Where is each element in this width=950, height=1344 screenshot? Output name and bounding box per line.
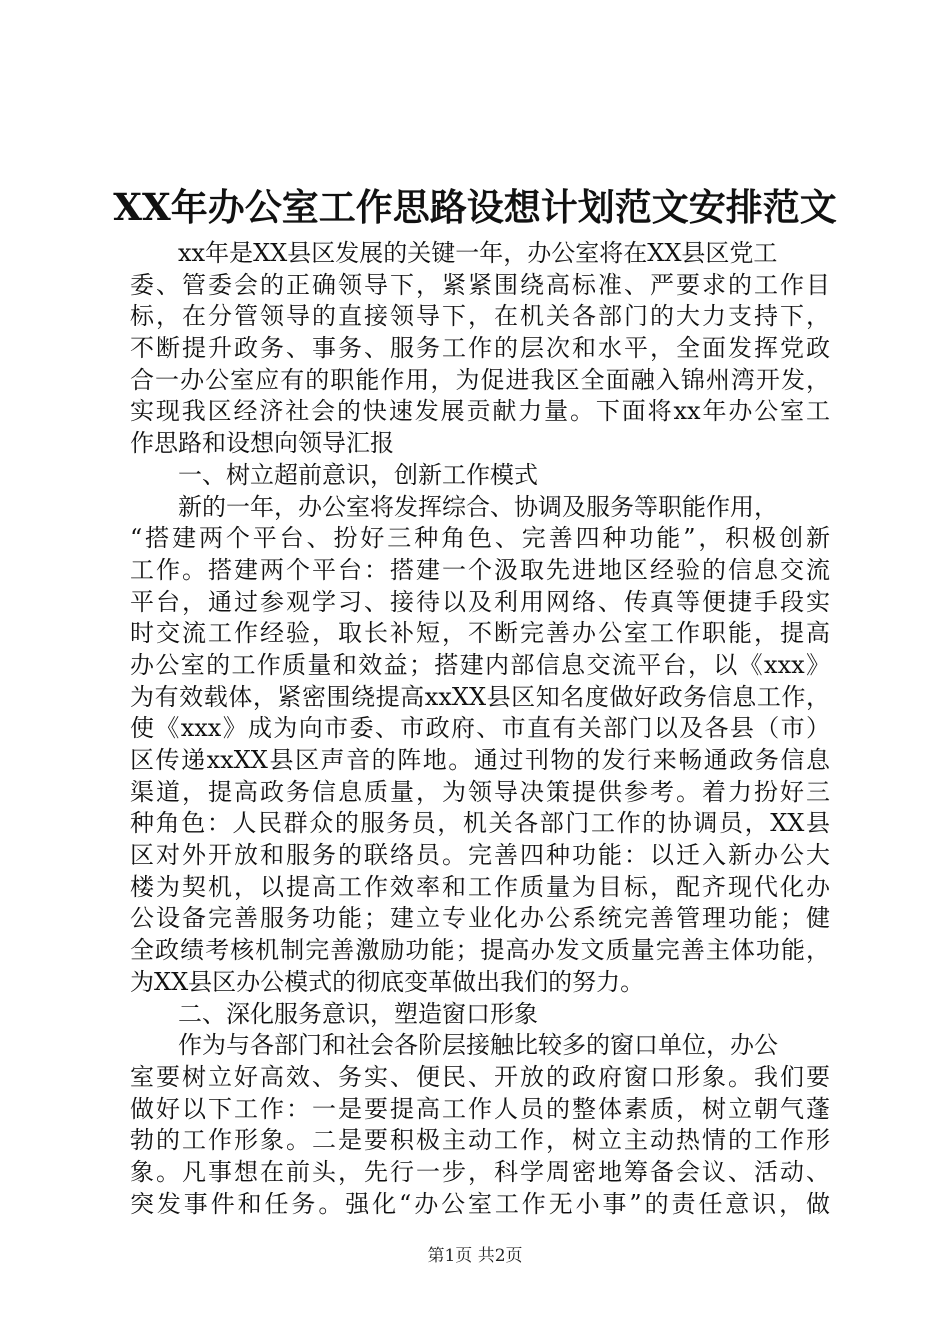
body-line: 实现我区经济社会的快速发展贡献力量。下面将xx年办公室工 <box>130 397 830 426</box>
body-line: 作思路和设想向领导汇报 <box>130 429 394 458</box>
body-line: 作为与各部门和社会各阶层接触比较多的窗口单位，办公 <box>178 1031 778 1060</box>
body-line: 公设备完善服务功能；建立专业化办公系统完善管理功能；健 <box>130 904 830 933</box>
body-line: 楼为契机，以提高工作效率和工作质量为目标，配齐现代化办 <box>130 872 830 901</box>
body-line: “搭建两个平台、扮好三种角色、完善四种功能”，积极创新 <box>130 524 830 553</box>
body-line: 渠道，提高政务信息质量，为领导决策提供参考。着力扮好三 <box>130 777 830 806</box>
body-line: 使《xxx》成为向市委、市政府、市直有关部门以及各县（市） <box>130 714 830 743</box>
body-line: 勃的工作形象。二是要积极主动工作，树立主动热情的工作形 <box>130 1126 830 1155</box>
body-line: xx年是XX县区发展的关键一年，办公室将在XX县区党工 <box>178 239 778 267</box>
body-line: 象。凡事想在前头，先行一步，科学周密地筹备会议、活动、 <box>130 1157 830 1186</box>
body-line: 不断提升政务、事务、服务工作的层次和水平，全面发挥党政 <box>130 334 830 363</box>
body-line: 区传递xxXX县区声音的阵地。通过刊物的发行来畅通政务信息 <box>130 746 830 774</box>
body-line: 区对外开放和服务的联络员。完善四种功能：以迁入新办公大 <box>130 841 830 870</box>
body-line: 工作。搭建两个平台：搭建一个汲取先进地区经验的信息交流 <box>130 555 830 584</box>
section-heading-1: 一、树立超前意识，创新工作模式 <box>178 460 538 489</box>
section-heading-2: 二、深化服务意识，塑造窗口形象 <box>178 999 538 1028</box>
body-line: 做好以下工作：一是要提高工作人员的整体素质，树立朝气蓬 <box>130 1094 830 1123</box>
body-line: 全政绩考核机制完善激励功能；提高办发文质量完善主体功能， <box>130 936 830 965</box>
page-footer: 第1页 共2页 <box>427 1246 523 1266</box>
body-line: 室要树立好高效、务实、便民、开放的政府窗口形象。我们要 <box>130 1062 830 1091</box>
body-line: 合一办公室应有的职能作用，为促进我区全面融入锦州湾开发， <box>130 365 830 394</box>
body-line: 为XX县区办公模式的彻底变革做出我们的努力。 <box>130 967 645 996</box>
body-line: 突发事件和任务。强化“办公室工作无小事”的责任意识，做 <box>130 1189 830 1218</box>
document-body <box>130 238 830 1220</box>
document-title: XX年办公室工作思路设想计划范文安排范文 <box>113 185 837 229</box>
body-line: 委、管委会的正确领导下，紧紧围绕高标准、严要求的工作目 <box>130 270 830 299</box>
body-line: 平台，通过参观学习、接待以及利用网络、传真等便捷手段实 <box>130 587 830 616</box>
body-line: 为有效载体，紧密围绕提高xxXX县区知名度做好政务信息工作， <box>130 682 830 711</box>
body-line: 标，在分管领导的直接领导下，在机关各部门的大力支持下， <box>130 302 830 331</box>
body-line: 新的一年，办公室将发挥综合、协调及服务等职能作用， <box>178 492 778 521</box>
body-line: 种角色：人民群众的服务员，机关各部门工作的协调员，XX县 <box>130 809 830 838</box>
body-line: 办公室的工作质量和效益；搭建内部信息交流平台，以《xxx》 <box>130 650 830 679</box>
body-line: 时交流工作经验，取长补短，不断完善办公室工作职能，提高 <box>130 619 830 648</box>
